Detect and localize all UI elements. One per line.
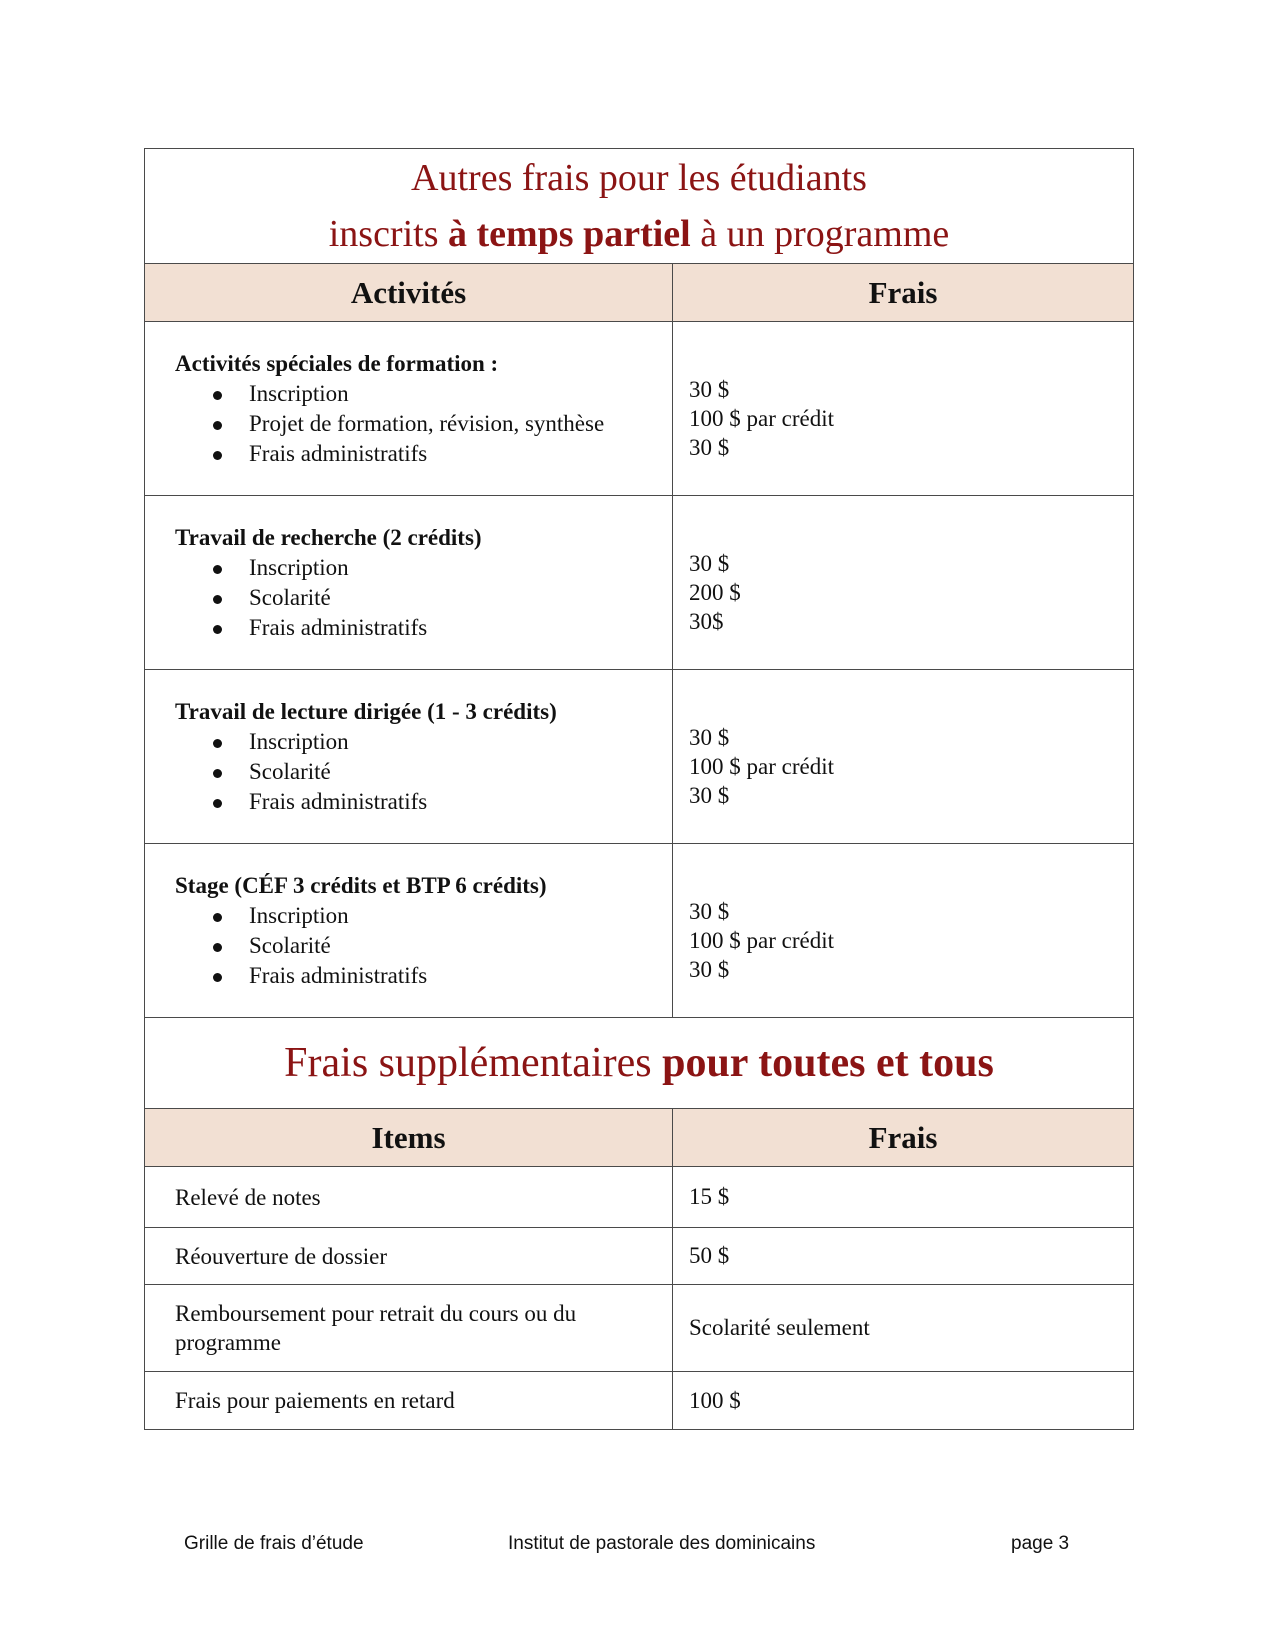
item-cell (145, 1285, 673, 1372)
fee-value: 30 $ (689, 725, 730, 750)
activity-row (145, 496, 1134, 670)
section2-header-row (145, 1109, 1134, 1167)
fee-value: 30$ (689, 609, 724, 634)
fees-table (144, 148, 1134, 1430)
activity-title: Travail de lecture dirigée (1 - 3 crédits) (175, 698, 557, 724)
fee-value: 100 $ par crédit (689, 928, 834, 953)
fee-value: Scolarité seulement (673, 1285, 1134, 1372)
footer-left: Grille de frais d’étude (184, 1533, 364, 1554)
list-item: Inscription (249, 379, 672, 409)
list-item: Frais administratifs (249, 439, 672, 469)
fee-value: 100 $ par crédit (689, 406, 834, 431)
table-row (145, 1228, 1134, 1285)
item-cell (145, 1372, 673, 1430)
activity-list (175, 727, 672, 817)
col-header-fees: Frais (673, 264, 1134, 322)
list-item: Frais administratifs (249, 961, 672, 991)
fee-value: 30 $ (689, 377, 730, 402)
fee-value: 30 $ (689, 551, 730, 576)
table-row (145, 1285, 1134, 1372)
fee-cell (673, 496, 1134, 670)
footer-page-number: page 3 (1011, 1533, 1070, 1554)
section2-title-pre: Frais supplémentaires (284, 1040, 663, 1086)
list-item: Scolarité (249, 757, 672, 787)
fee-value: 30 $ (689, 783, 730, 808)
fee-cell (673, 670, 1134, 844)
section1-title-bold: à temps partiel (448, 213, 691, 255)
col-header-activities: Activités (145, 264, 673, 322)
table-row (145, 1167, 1134, 1228)
list-item: Inscription (249, 727, 672, 757)
fee-value: 200 $ (689, 580, 741, 605)
fee-value: 15 $ (673, 1167, 1134, 1228)
item-label: Réouverture de dossier (175, 1243, 388, 1269)
fee-value: 50 $ (673, 1228, 1134, 1285)
activity-cell (145, 670, 673, 844)
list-item: Scolarité (249, 583, 672, 613)
fee-cell (673, 844, 1134, 1018)
fee-value: 30 $ (689, 435, 730, 460)
section1-header-row (145, 264, 1134, 322)
section1-title-line1: Autres frais pour les étudiants (411, 157, 867, 199)
list-item: Frais administratifs (249, 787, 672, 817)
activity-title: Activités spéciales de formation : (175, 350, 499, 376)
activity-cell (145, 496, 673, 670)
list-item: Inscription (249, 901, 672, 931)
item-label-cont: programme (175, 1330, 282, 1355)
fee-value: 100 $ (673, 1372, 1134, 1430)
activity-title: Travail de recherche (2 crédits) (175, 524, 482, 550)
activity-list (175, 379, 672, 469)
section1-title (145, 149, 1134, 264)
activity-title: Stage (CÉF 3 crédits et BTP 6 crédits) (175, 872, 547, 898)
list-item: Projet de formation, révision, synthèse (249, 409, 672, 439)
activity-row (145, 322, 1134, 496)
item-cell (145, 1228, 673, 1285)
activity-row (145, 670, 1134, 844)
section2-title (145, 1018, 1134, 1109)
activity-list (175, 553, 672, 643)
item-label: Relevé de notes (175, 1184, 321, 1210)
section2-title-row (145, 1018, 1134, 1109)
activity-list (175, 901, 672, 991)
fee-value: 30 $ (689, 899, 730, 924)
fee-value: 30 $ (689, 957, 730, 982)
section2-title-bold: pour toutes et tous (662, 1040, 994, 1086)
activity-cell (145, 844, 673, 1018)
footer-center: Institut de pastorale des dominicains (508, 1533, 816, 1554)
fee-value: 100 $ par crédit (689, 754, 834, 779)
section1-title-pre: inscrits (328, 213, 448, 255)
activity-row (145, 844, 1134, 1018)
col-header-fees: Frais (673, 1109, 1134, 1167)
table-row (145, 1372, 1134, 1430)
fee-cell (673, 322, 1134, 496)
activity-cell (145, 322, 673, 496)
list-item: Scolarité (249, 931, 672, 961)
col-header-items: Items (145, 1109, 673, 1167)
section1-title-line2 (145, 206, 1133, 262)
list-item: Frais administratifs (249, 613, 672, 643)
list-item: Inscription (249, 553, 672, 583)
item-label: Remboursement pour retrait du cours ou du (175, 1301, 577, 1326)
section1-title-post: à un programme (690, 213, 950, 255)
section1-title-row (145, 149, 1134, 264)
item-cell (145, 1167, 673, 1228)
item-label: Frais pour paiements en retard (175, 1388, 455, 1413)
